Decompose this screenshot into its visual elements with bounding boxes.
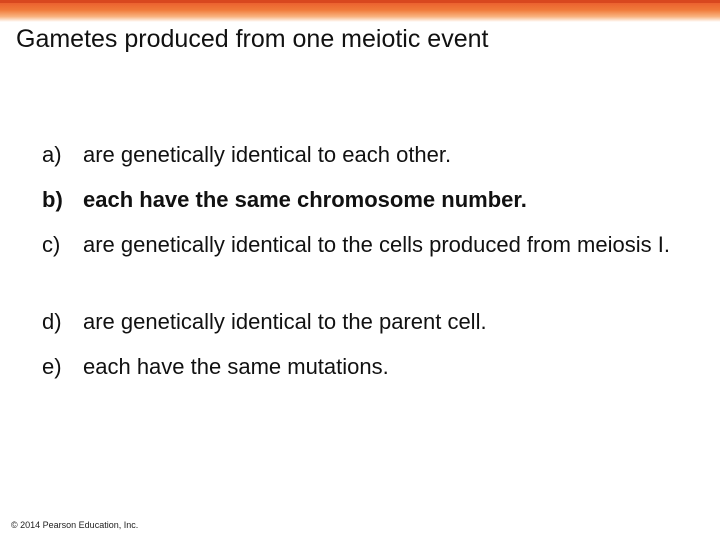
option-letter: e) xyxy=(42,354,62,379)
option-letter: a) xyxy=(42,142,62,167)
option-letter: c) xyxy=(42,232,61,257)
header-accent-bar xyxy=(0,0,720,22)
slide-title: Gametes produced from one meiotic event xyxy=(16,25,489,53)
answer-option-d xyxy=(42,307,673,337)
option-text: are genetically identical to each other. xyxy=(83,142,452,167)
answer-option-e xyxy=(42,352,673,382)
option-text: are genetically identical to the cells produced from meiosis I. xyxy=(83,232,670,257)
option-text: each have the same chromosome number. xyxy=(83,187,527,212)
answer-option-b xyxy=(42,185,673,215)
option-letter: d) xyxy=(42,309,62,334)
answer-option-a xyxy=(42,140,673,170)
option-letter: b) xyxy=(42,187,63,212)
option-text: each have the same mutations. xyxy=(83,354,389,379)
answer-option-c xyxy=(42,230,673,260)
copyright-notice: © 2014 Pearson Education, Inc. xyxy=(11,520,139,530)
option-text: are genetically identical to the parent cell. xyxy=(83,309,487,334)
